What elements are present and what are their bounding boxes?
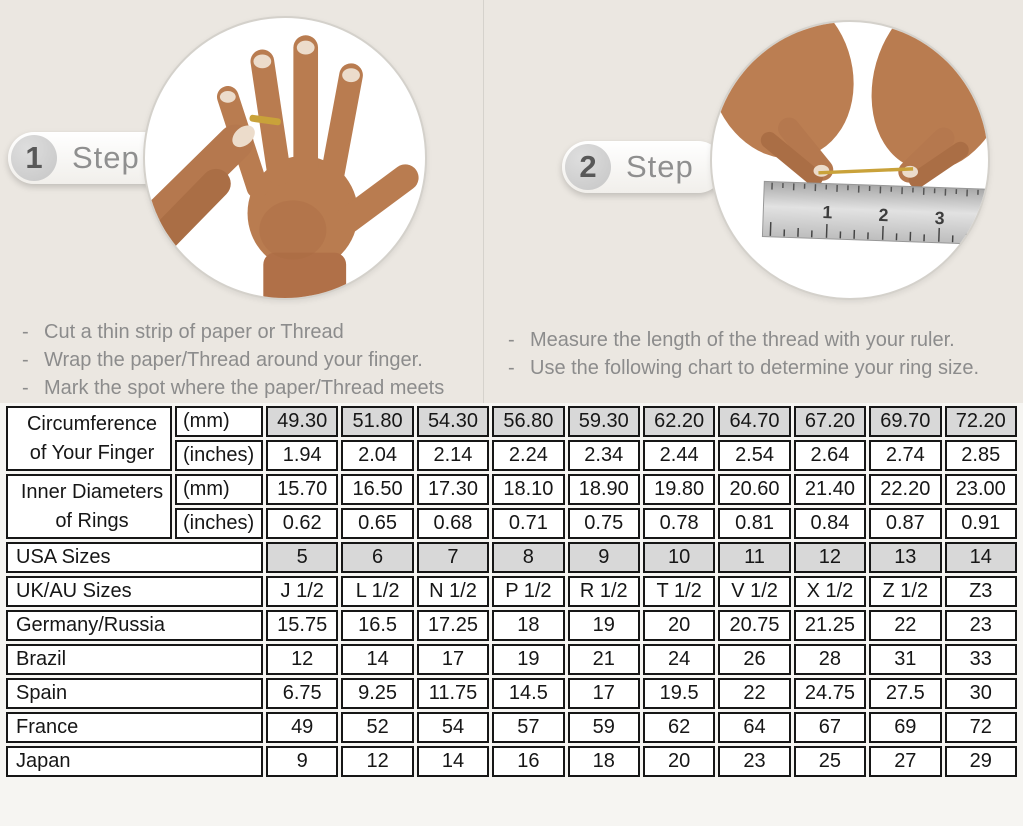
row-group-label: Inner Diameters of Rings [6, 474, 172, 539]
instruction-text: Wrap the paper/Thread around your finger. [44, 349, 423, 371]
size-value-cell: 15.75 [266, 610, 338, 641]
table-row [6, 678, 1017, 709]
ring-size-table-body [6, 406, 1017, 777]
size-value-cell: 23 [945, 610, 1017, 641]
size-value-cell: Z3 [945, 576, 1017, 607]
step2-number-badge: 2 [565, 144, 611, 190]
size-value-cell: 22 [869, 610, 941, 641]
step1-number-badge: 1 [11, 135, 57, 181]
bullet-dash: - [508, 357, 515, 379]
size-value-cell: 14 [417, 746, 489, 777]
table-row [6, 406, 1017, 437]
size-value-cell: 69 [869, 712, 941, 743]
size-value-cell: R 1/2 [568, 576, 640, 607]
size-value-cell: V 1/2 [718, 576, 790, 607]
size-value-cell: 6.75 [266, 678, 338, 709]
size-value-cell: 1.94 [266, 440, 338, 471]
instruction-item [508, 326, 979, 354]
size-value-cell: 0.71 [492, 508, 564, 539]
step1-instructions [22, 318, 444, 402]
ruler-number-1: 1 [822, 201, 833, 223]
size-value-cell: 62.20 [643, 406, 715, 437]
size-value-cell: 18 [492, 610, 564, 641]
size-value-cell: 49 [266, 712, 338, 743]
instruction-item [22, 318, 444, 346]
size-value-cell: 12 [266, 644, 338, 675]
step1-photo [143, 16, 427, 300]
size-value-cell: 0.75 [568, 508, 640, 539]
size-value-cell: 33 [945, 644, 1017, 675]
size-value-cell: 67 [794, 712, 866, 743]
bullet-dash: - [508, 329, 515, 351]
instruction-text: Measure the length of the thread with your ruler. [530, 329, 955, 351]
size-value-cell: 72.20 [945, 406, 1017, 437]
step2-instructions [508, 326, 979, 382]
size-value-cell: 27 [869, 746, 941, 777]
size-value-cell: 30 [945, 678, 1017, 709]
instruction-item [508, 354, 979, 382]
size-value-cell: 23 [718, 746, 790, 777]
size-value-cell: 23.00 [945, 474, 1017, 505]
bullet-dash: - [22, 377, 29, 399]
size-value-cell: 54 [417, 712, 489, 743]
size-value-cell: 11.75 [417, 678, 489, 709]
size-value-cell: 2.44 [643, 440, 715, 471]
size-value-cell: 16 [492, 746, 564, 777]
ring-size-table [3, 403, 1020, 780]
size-value-cell: P 1/2 [492, 576, 564, 607]
size-value-cell: 12 [794, 542, 866, 573]
size-value-cell: 2.64 [794, 440, 866, 471]
measuring-thread-ruler-illustration [712, 22, 988, 298]
size-value-cell: 16.50 [341, 474, 413, 505]
size-value-cell: 64.70 [718, 406, 790, 437]
size-value-cell: 20.60 [718, 474, 790, 505]
size-value-cell: 72 [945, 712, 1017, 743]
row-label: Brazil [6, 644, 263, 675]
size-value-cell: 0.65 [341, 508, 413, 539]
size-value-cell: 12 [341, 746, 413, 777]
unit-label: (mm) [175, 474, 263, 505]
table-row [6, 576, 1017, 607]
row-label: Spain [6, 678, 263, 709]
size-value-cell: 24.75 [794, 678, 866, 709]
instruction-text: Cut a thin strip of paper or Thread [44, 321, 344, 343]
row-group-label: Circumference of Your Finger [6, 406, 172, 471]
size-value-cell: 20 [643, 746, 715, 777]
instructions-section [0, 0, 1023, 403]
ruler-number-2: 2 [878, 204, 889, 226]
size-value-cell: 19.5 [643, 678, 715, 709]
size-value-cell: 17.25 [417, 610, 489, 641]
size-value-cell: 20.75 [718, 610, 790, 641]
size-value-cell: 11 [718, 542, 790, 573]
size-value-cell: 57 [492, 712, 564, 743]
table-row [6, 610, 1017, 641]
size-value-cell: 0.62 [266, 508, 338, 539]
instruction-text: Use the following chart to determine your ring size. [530, 357, 980, 379]
size-value-cell: Z 1/2 [869, 576, 941, 607]
hand-with-ring-illustration [145, 18, 425, 298]
size-value-cell: 0.68 [417, 508, 489, 539]
row-label: UK/AU Sizes [6, 576, 263, 607]
size-value-cell: 14 [945, 542, 1017, 573]
unit-label: (inches) [175, 440, 263, 471]
size-value-cell: 2.14 [417, 440, 489, 471]
size-value-cell: 2.04 [341, 440, 413, 471]
size-value-cell: 62 [643, 712, 715, 743]
size-value-cell: 59 [568, 712, 640, 743]
size-value-cell: 14.5 [492, 678, 564, 709]
size-value-cell: 59.30 [568, 406, 640, 437]
size-value-cell: J 1/2 [266, 576, 338, 607]
instruction-item [22, 374, 444, 402]
size-value-cell: 69.70 [869, 406, 941, 437]
size-value-cell: 0.84 [794, 508, 866, 539]
size-value-cell: 21.40 [794, 474, 866, 505]
size-value-cell: 19.80 [643, 474, 715, 505]
size-value-cell: 19 [492, 644, 564, 675]
bullet-dash: - [22, 321, 29, 343]
step2-photo [710, 20, 990, 300]
size-value-cell: 31 [869, 644, 941, 675]
size-value-cell: 0.81 [718, 508, 790, 539]
size-value-cell: 18 [568, 746, 640, 777]
size-value-cell: 27.5 [869, 678, 941, 709]
size-value-cell: 28 [794, 644, 866, 675]
step1-label: Step [72, 140, 140, 175]
size-value-cell: 56.80 [492, 406, 564, 437]
size-value-cell: 2.74 [869, 440, 941, 471]
size-value-cell: N 1/2 [417, 576, 489, 607]
size-value-cell: 26 [718, 644, 790, 675]
size-value-cell: 17.30 [417, 474, 489, 505]
size-value-cell: 18.90 [568, 474, 640, 505]
size-value-cell: 8 [492, 542, 564, 573]
size-value-cell: 22 [718, 678, 790, 709]
size-value-cell: 9 [266, 746, 338, 777]
size-value-cell: 49.30 [266, 406, 338, 437]
table-row [6, 746, 1017, 777]
instruction-item [22, 346, 444, 374]
size-value-cell: L 1/2 [341, 576, 413, 607]
size-value-cell: 19 [568, 610, 640, 641]
size-value-cell: 2.54 [718, 440, 790, 471]
size-value-cell: 52 [341, 712, 413, 743]
size-value-cell: 20 [643, 610, 715, 641]
unit-label: (inches) [175, 508, 263, 539]
size-value-cell: 21.25 [794, 610, 866, 641]
size-value-cell: 51.80 [341, 406, 413, 437]
step2-badge [562, 141, 724, 193]
size-value-cell: 0.87 [869, 508, 941, 539]
size-value-cell: 17 [417, 644, 489, 675]
size-value-cell: 2.24 [492, 440, 564, 471]
size-value-cell: 18.10 [492, 474, 564, 505]
size-value-cell: 16.5 [341, 610, 413, 641]
size-value-cell: 5 [266, 542, 338, 573]
size-value-cell: 10 [643, 542, 715, 573]
size-value-cell: 15.70 [266, 474, 338, 505]
size-value-cell: T 1/2 [643, 576, 715, 607]
table-row [6, 542, 1017, 573]
instruction-text: Mark the spot where the paper/Thread meets [44, 377, 445, 399]
size-value-cell: 21 [568, 644, 640, 675]
size-value-cell: 22.20 [869, 474, 941, 505]
size-value-cell: 9.25 [341, 678, 413, 709]
size-value-cell: 7 [417, 542, 489, 573]
table-row [6, 644, 1017, 675]
size-value-cell: 0.91 [945, 508, 1017, 539]
row-label: Germany/Russia [6, 610, 263, 641]
size-value-cell: 29 [945, 746, 1017, 777]
step2-label: Step [626, 149, 694, 184]
size-value-cell: 2.85 [945, 440, 1017, 471]
row-label: Japan [6, 746, 263, 777]
table-row [6, 712, 1017, 743]
size-value-cell: 54.30 [417, 406, 489, 437]
size-value-cell: 2.34 [568, 440, 640, 471]
size-value-cell: 24 [643, 644, 715, 675]
unit-label: (mm) [175, 406, 263, 437]
size-value-cell: 64 [718, 712, 790, 743]
size-value-cell: 17 [568, 678, 640, 709]
row-label: USA Sizes [6, 542, 263, 573]
section-divider [483, 0, 484, 403]
bullet-dash: - [22, 349, 29, 371]
table-row [6, 474, 1017, 505]
size-value-cell: 14 [341, 644, 413, 675]
size-value-cell: 13 [869, 542, 941, 573]
size-value-cell: X 1/2 [794, 576, 866, 607]
size-value-cell: 6 [341, 542, 413, 573]
size-chart-section [0, 403, 1023, 826]
size-value-cell: 9 [568, 542, 640, 573]
ruler-number-3: 3 [934, 207, 945, 229]
size-value-cell: 0.78 [643, 508, 715, 539]
size-value-cell: 67.20 [794, 406, 866, 437]
size-value-cell: 25 [794, 746, 866, 777]
row-label: France [6, 712, 263, 743]
